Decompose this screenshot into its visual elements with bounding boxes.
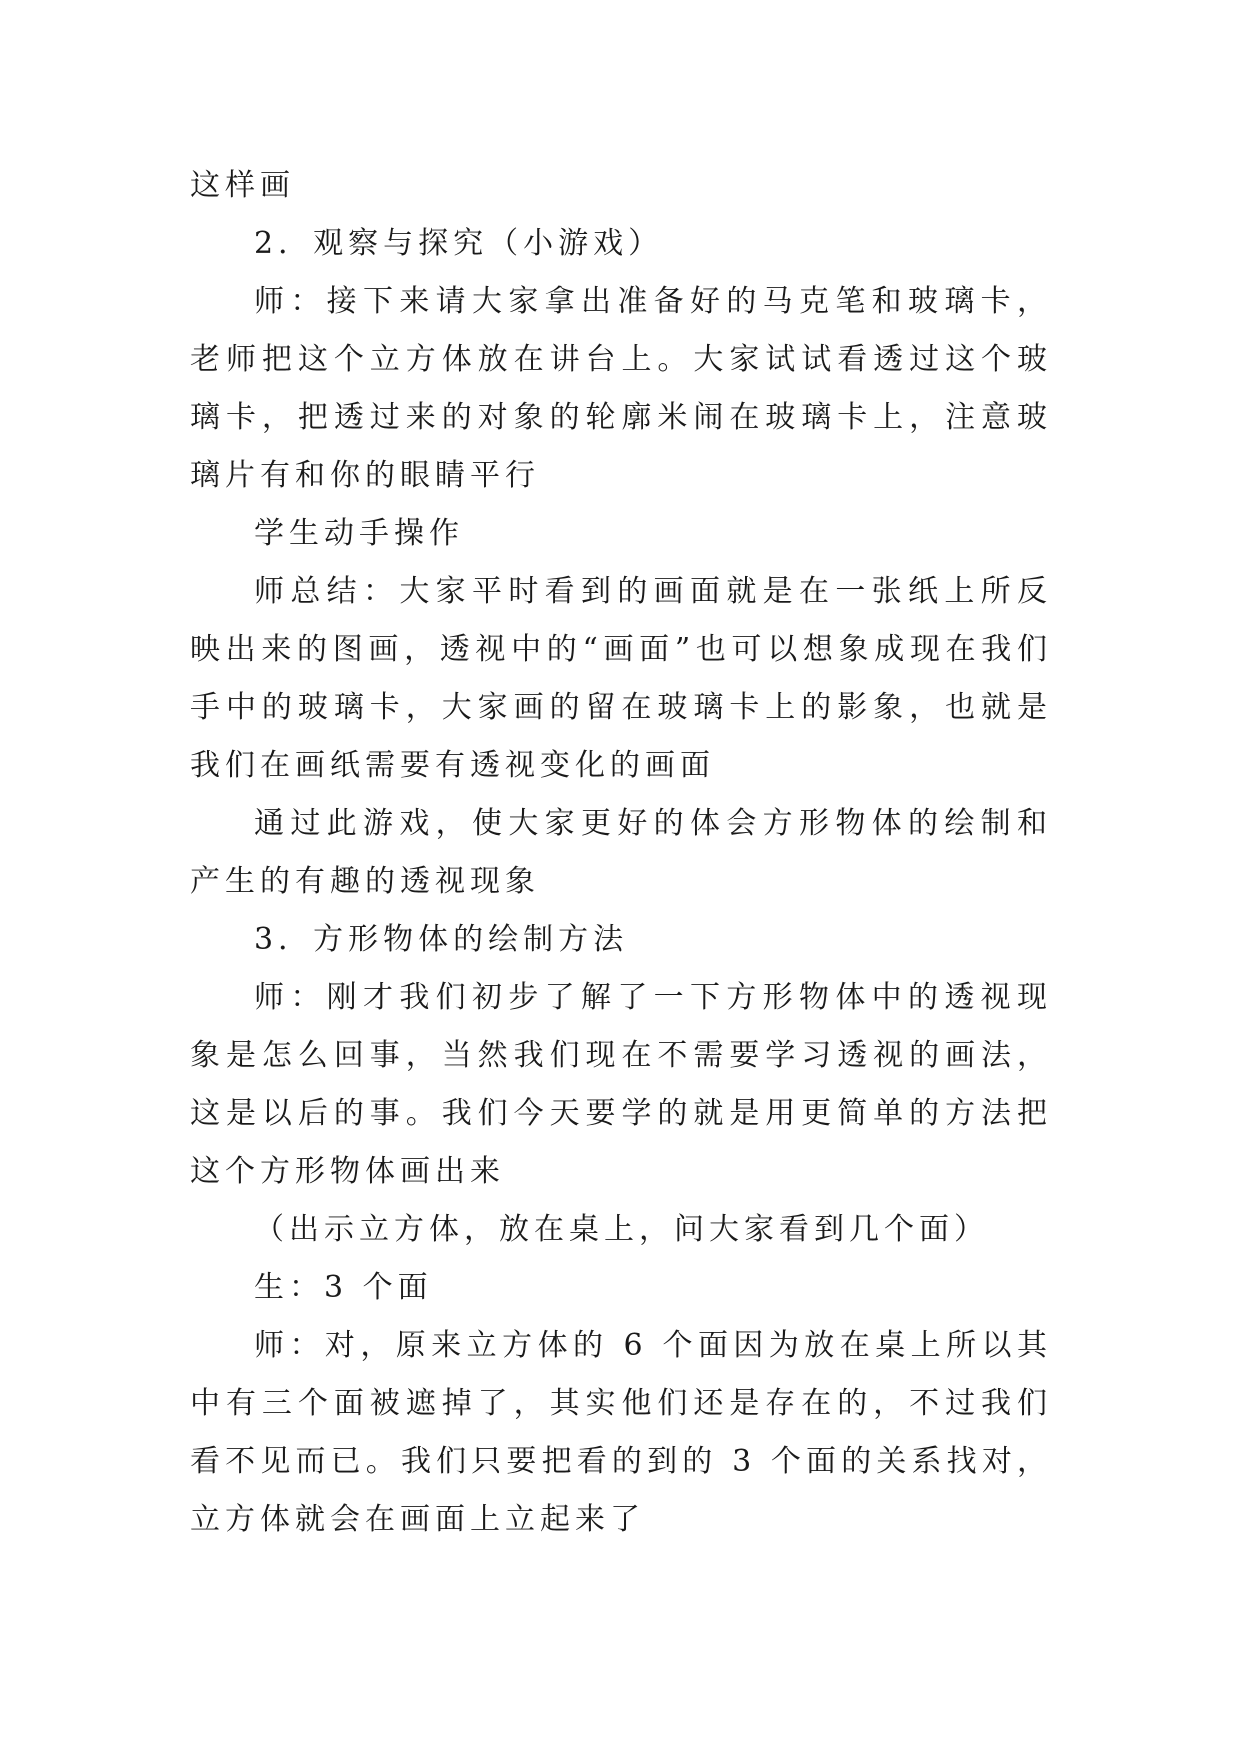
paragraph-student-activity: 学生动手操作 (254, 516, 464, 551)
section-heading-drawing-method: 3．方形物体的绘制方法 (254, 922, 629, 957)
section-heading-observation: 2．观察与探究（小游戏） (254, 226, 664, 261)
paragraph-show-cube: （出示立方体，放在桌上，问大家看到几个面） (254, 1212, 989, 1247)
paragraph-continuation: 这样画 (190, 168, 295, 203)
paragraph-teacher-conclusion: 师：对，原来立方体的 6 个面因为放在桌上所以其中有三个面被遮掉了，其实他们还是存在的，不过我们看不见而已。我们只要把看的到的 3 个面的关系找对，立方体就会在画面上立起来了 (190, 1328, 1052, 1537)
paragraph-teacher-instruction: 师：接下来请大家拿出准备好的马克笔和玻璃卡，老师把这个立方体放在讲台上。大家试试看透过这个玻璃卡，把透过来的对象的轮廓米闹在玻璃卡上，注意玻璃片有和你的眼睛平行 (190, 284, 1052, 493)
paragraph-student-answer: 生：3 个面 (254, 1270, 433, 1305)
document-body (190, 157, 1052, 1549)
paragraph-game-purpose: 通过此游戏，使大家更好的体会方形物体的绘制和产生的有趣的透视现象 (190, 806, 1052, 899)
paragraph-teacher-explanation: 师：刚才我们初步了解了一下方形物体中的透视现象是怎么回事，当然我们现在不需要学习透视的画法，这是以后的事。我们今天要学的就是用更简单的方法把这个方形物体画出来 (190, 980, 1052, 1189)
paragraph-teacher-summary: 师总结：大家平时看到的画面就是在一张纸上所反映出来的图画，透视中的“画面”也可以想象成现在我们手中的玻璃卡，大家画的留在玻璃卡上的影象，也就是我们在画纸需要有透视变化的画面 (190, 574, 1052, 783)
